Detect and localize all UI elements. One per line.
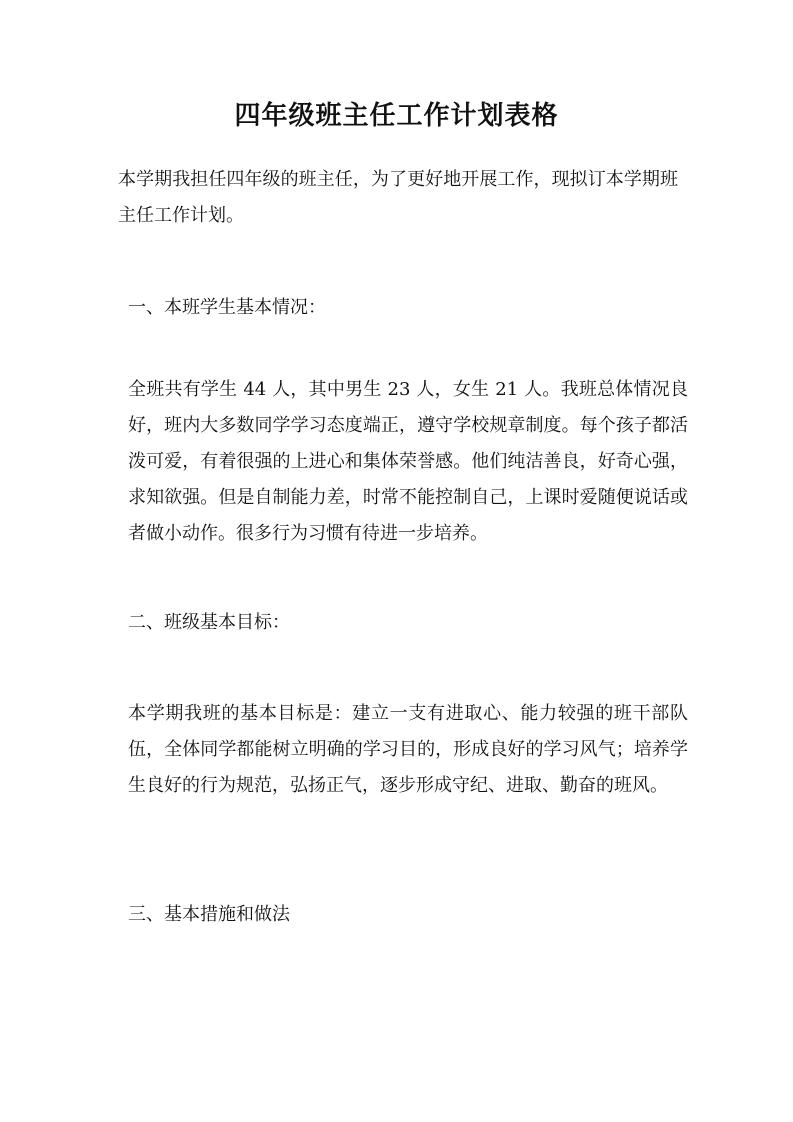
document-title: 四年级班主任工作计划表格	[234, 101, 559, 131]
section-2-body: 本学期我班的基本目标是：建立一支有进取心、能力较强的班干部队伍，全体同学都能树立明确的学习目的，形成良好的学习风气；培养学生良好的行为规范，弘扬正气，逐步形成守纪、进取、勤奋的班风。	[128, 703, 688, 796]
section-1-heading: 一、本班学生基本情况：	[128, 297, 326, 318]
section-1-body: 全班共有学生 44 人，其中男生 23 人，女生 21 人。我班总体情况良好，班内大多数同学学习态度端正，遵守学校规章制度。每个孩子都活泼可爱，有着很强的上进心和集体荣誉感。他们纯洁善良，好奇心强，求知欲强。但是自制能力差，时常不能控制自己，上课时爱随便说话或者做小动作。很多行为习惯有待进一步培养。	[128, 379, 688, 544]
intro-paragraph: 本学期我担任四年级的班主任，为了更好地开展工作，现拟订本学期班主任工作计划。	[118, 169, 678, 226]
section-3-heading: 三、基本措施和做法	[128, 904, 290, 925]
section-2-heading: 二、班级基本目标：	[128, 612, 290, 633]
